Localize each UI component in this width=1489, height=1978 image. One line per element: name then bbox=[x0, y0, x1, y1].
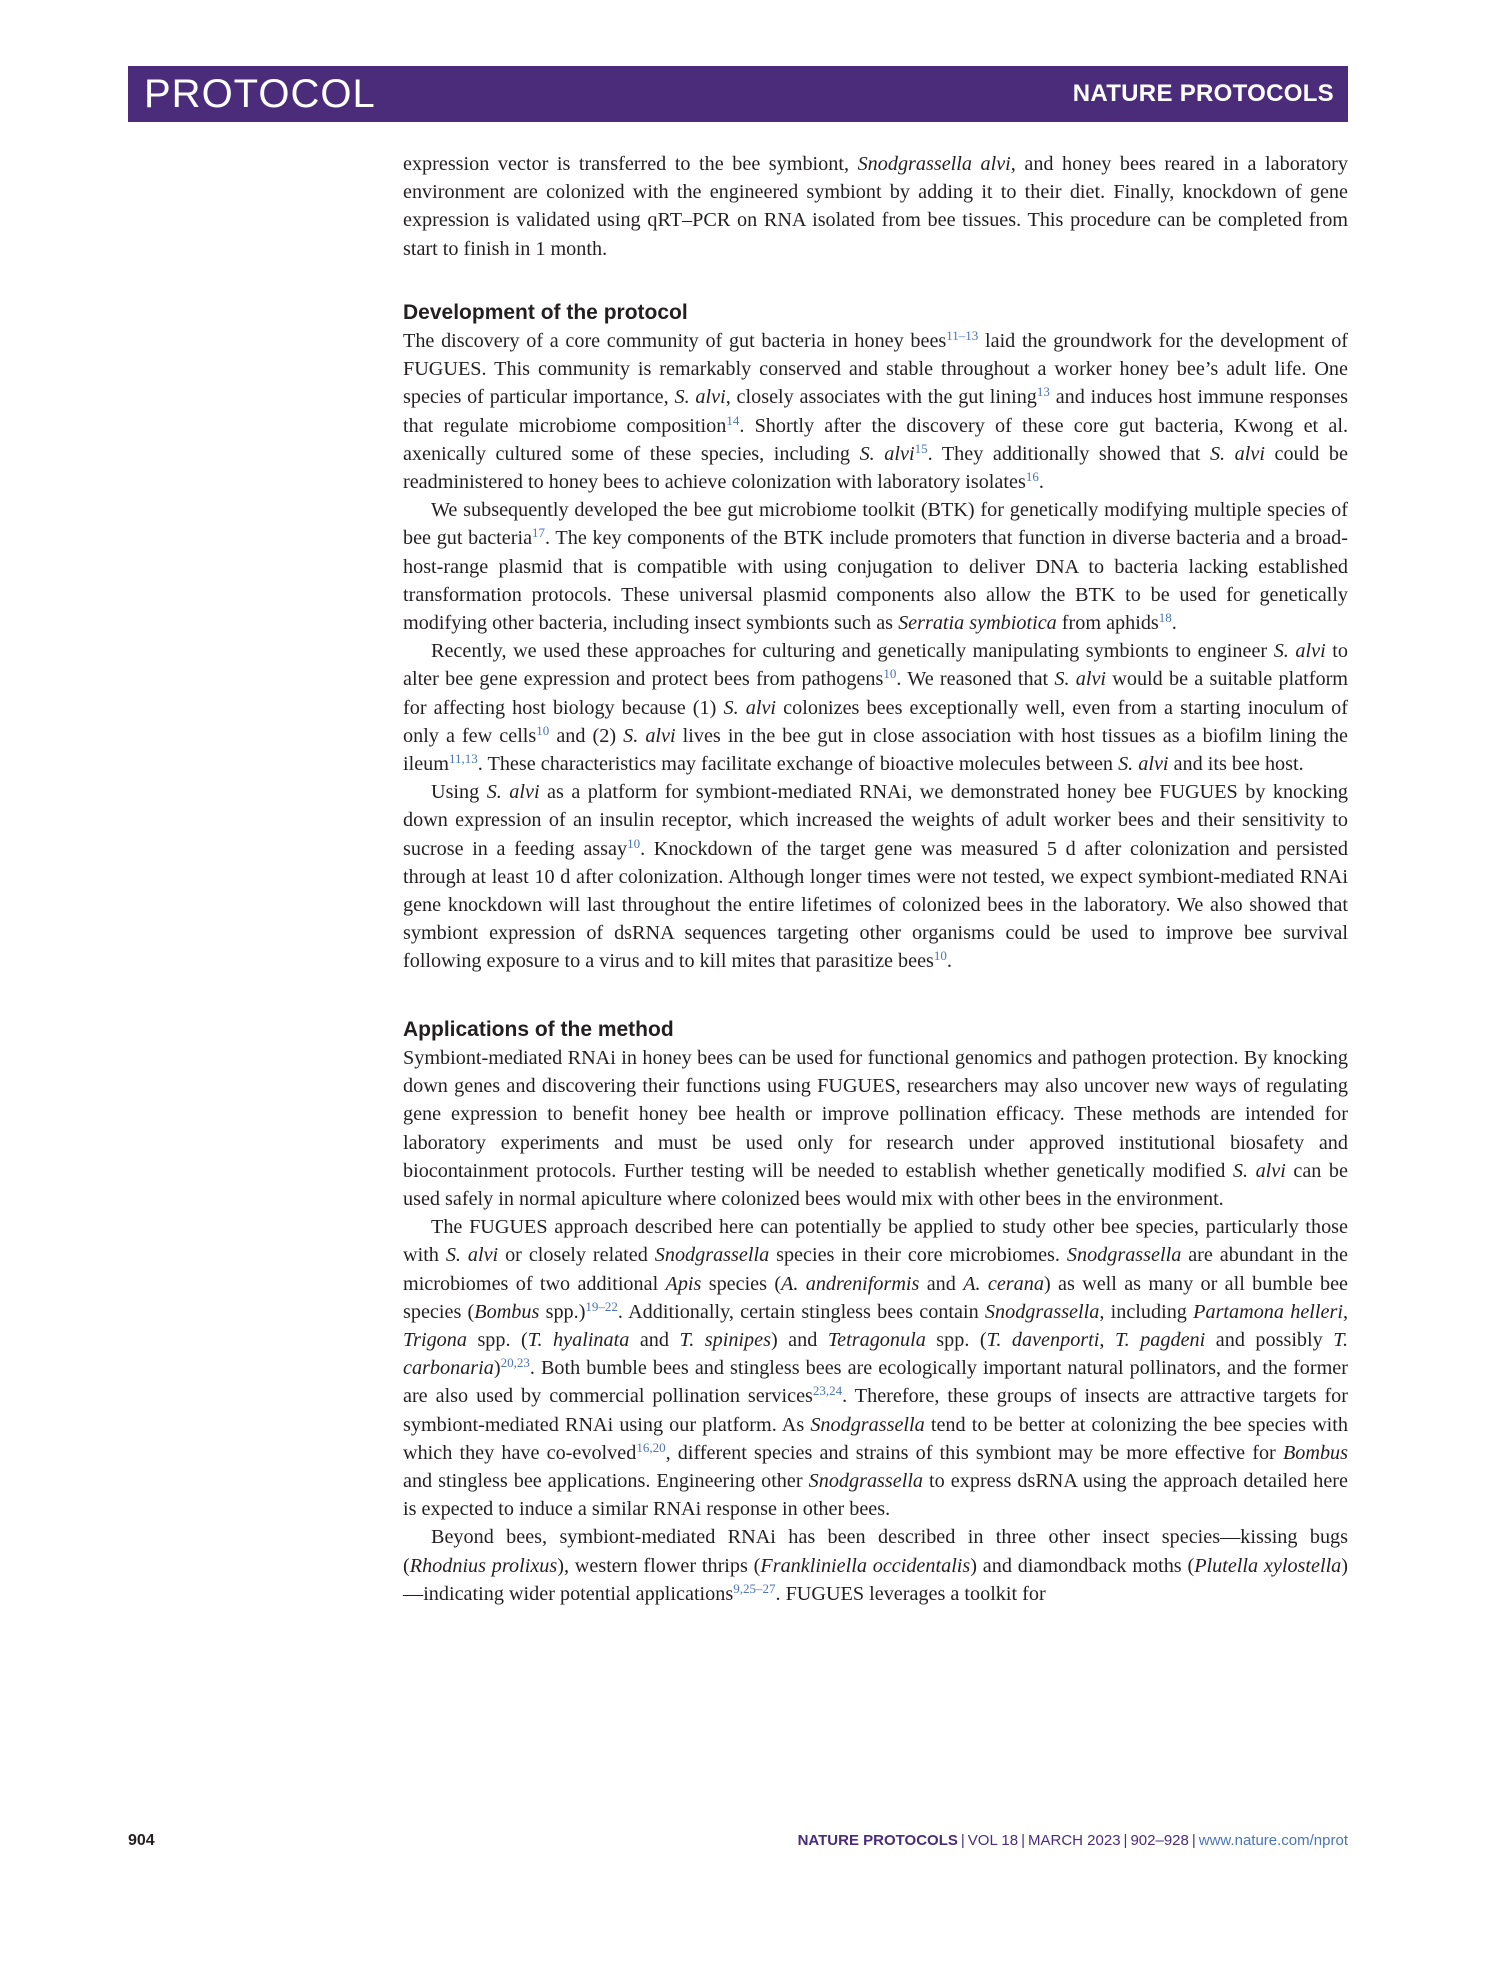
citation-ref[interactable]: 10 bbox=[536, 722, 550, 738]
citation-ref[interactable]: 20,23 bbox=[500, 1355, 530, 1371]
italic-term: Partamona helleri bbox=[1193, 1300, 1343, 1323]
italic-term: S. alvi bbox=[486, 781, 540, 804]
italic-term: S. alvi bbox=[723, 696, 777, 719]
paragraph: Recently, we used these approaches for culturing and genetically manipulating symbionts to engineer S. alvi to alter bee gene expression and protect bees from pathogens$^{10}$. We reasoned that S. alvi would be a suitable platform for affecting host biology because (1) S. alvi colonizes bees exceptionally well, even from a starting inoculum of only a few cells$^{10}$ and (2) S. alvi lives in the bee gut in close association with host tissues as a biofilm lining the ileum$^{11,13}$. These characteristics may facilitate exchange of bioactive molecules between S. alvi and its bee host. bbox=[403, 640, 1349, 776]
citation-ref[interactable]: 16,20 bbox=[636, 1439, 666, 1455]
italic-term: Snodgrassella bbox=[808, 1469, 924, 1492]
italic-term: S. alvi bbox=[1232, 1159, 1286, 1182]
section-heading-development: Development of the protocol bbox=[403, 300, 688, 324]
italic-term: Snodgrassella bbox=[810, 1413, 925, 1436]
italic-term: Snodgrassella bbox=[654, 1244, 770, 1267]
italic-term: S. alvi bbox=[674, 386, 726, 409]
citation-ref[interactable]: 10 bbox=[933, 948, 947, 964]
paragraph: We subsequently developed the bee gut microbiome toolkit (BTK) for genetically modifying multiple species of bee gut bacteria$^{17}$. The key components of the BTK include promoters that function in diverse bacteria and a broad-host-range plasmid that is compatible with using conjugation to deliver DNA to bacteria lacking established transformation protocols. These universal plasmid components also allow the BTK to be used for genetically modifying other bacteria, including insect symbionts such as Serratia symbiotica from aphids$^{18}$. bbox=[403, 499, 1348, 635]
italic-term: S. alvi bbox=[445, 1244, 499, 1267]
citation-ref[interactable]: 11–13 bbox=[946, 328, 979, 344]
italic-term: T. pagdeni bbox=[1114, 1328, 1206, 1351]
citation-ref[interactable]: 17 bbox=[532, 525, 546, 541]
citation-ref[interactable]: 9,25–27 bbox=[733, 1580, 776, 1596]
italic-term: Tetragonula bbox=[827, 1328, 926, 1351]
paragraph: The FUGUES approach described here can potentially be applied to study other bee species, particularly those with S. alvi or closely related Snodgrassella species in their core microbiomes. Snodgrassella are abundant in the microbiomes of two additional Apis species (A. andreniformis and A. cerana) as well as many or all bumble bee species (Bombus spp.)$^{19-22}$. Additionally, certain stingless bees contain Snodgrassella, including Partamona helleri, Trigona spp. (T. hyalinata and T. spinipes) and Tetragonula spp. (T. davenporti, T. pagdeni and possibly T. carbonaria)$^{20,23}$. Both bumble bees and stingless bees are ecologically important natural pollinators, and the former are also used by commercial pollination services$^{23,24}$. Therefore, these groups of insects are attractive targets for symbiont-mediated RNAi using our platform. As Snodgrassella tend to be better at colonizing the bee species with which they have co-evolved$^{16,20}$, different species and strains of this symbiont may be more effective for Bombus and stingless bee applications. Engineering other Snodgrassella to express dsRNA using the approach detailed here is expected to induce a similar RNAi response in other bees. bbox=[403, 1216, 1349, 1521]
citation-ref[interactable]: 10 bbox=[627, 835, 641, 851]
paragraph: Symbiont-mediated RNAi in honey bees can be used for functional genomics and pathogen protection. By knocking down genes and discovering their functions using FUGUES, researchers may also uncover new ways of regulating gene expression to benefit honey bee health or improve pollination efficacy. These methods are intended for laboratory experiments and must be used only for research under approved institutional biosafety and biocontainment protocols. Further testing will be needed to establish whether genetically modified S. alvi can be used safely in normal apiculture where colonized bees would mix with other bees in the environment. bbox=[403, 1046, 1348, 1210]
italic-term: Snodgrassella alvi bbox=[857, 153, 1011, 175]
italic-term: T. hyalinata bbox=[527, 1328, 630, 1351]
journal-label: NATURE PROTOCOLS bbox=[1072, 80, 1334, 107]
citation-ref[interactable]: 10 bbox=[883, 666, 897, 682]
citation-ref[interactable]: 19–22 bbox=[585, 1298, 618, 1314]
paragraph: Using S. alvi as a platform for symbiont-mediated RNAi, we demonstrated honey bee FUGUES by knocking down expression of an insulin receptor, which increased the weights of adult worker bees and their sensitivity to sucrose in a feeding assay$^{10}$. Knockdown of the target gene was measured 5 d after colonization and persisted through at least 10 d after colonization. Although longer times were not tested, we expect symbiont-mediated RNAi gene knockdown will last throughout the entire lifetimes of colonized bees in the laboratory. We also showed that symbiont expression of dsRNA sequences targeting other organisms could be used to improve bee survival following exposure to a virus and to kill mites that parasitize bees$^{10}$. bbox=[403, 781, 1349, 973]
italic-term: S. alvi bbox=[1054, 668, 1107, 691]
section-label: PROTOCOL bbox=[144, 71, 376, 116]
citation-ref[interactable]: 11,13 bbox=[448, 751, 478, 767]
intro-paragraph: expression vector is transferred to the bee symbiont, Snodgrassella alvi, and honey bees reared in a laboratory environment are colonized with the engineered symbiont by adding it to their diet. Finally, knockdown of gene expression is validated using qRT–PCR on RNA isolated from bee tissues. This procedure can be completed from start to finish in 1 month. bbox=[403, 153, 1348, 260]
page-number: 904 bbox=[128, 1832, 155, 1849]
journal-citation: NATURE PROTOCOLS | VOL 18 | MARCH 2023 | 902–928 | www.nature.com/nprot bbox=[797, 1832, 1348, 1849]
italic-term: S. alvi bbox=[859, 442, 915, 465]
italic-term: T. davenporti bbox=[986, 1328, 1100, 1351]
italic-term: Bombus bbox=[474, 1300, 540, 1323]
italic-term: S. alvi bbox=[1273, 640, 1326, 663]
section-heading-applications: Applications of the method bbox=[403, 1017, 674, 1041]
footer-pages: 902–928 bbox=[1130, 1832, 1189, 1849]
paragraph: Beyond bees, symbiont-mediated RNAi has been described in three other insect species—kissing bugs (Rhodnius prolixus), western flower thrips (Frankliniella occidentalis) and diamondback moths (Plutella xylostella)—indicating wider potential applications$^{9,25-27}$. FUGUES leverages a toolkit for bbox=[403, 1526, 1349, 1605]
italic-term: Snodgrassella bbox=[984, 1300, 1100, 1323]
citation-ref[interactable]: 18 bbox=[1158, 610, 1172, 626]
footer-journal-name: NATURE PROTOCOLS bbox=[797, 1832, 958, 1849]
footer-url-link[interactable]: www.nature.com/nprot bbox=[1198, 1832, 1348, 1849]
citation-ref[interactable]: 23,24 bbox=[812, 1383, 843, 1399]
italic-term: S. alvi bbox=[623, 724, 676, 747]
page-footer bbox=[128, 1832, 1348, 1856]
italic-term: Frankliniella occidentalis bbox=[760, 1554, 971, 1577]
italic-term: A. cerana bbox=[963, 1272, 1044, 1295]
paragraph: The discovery of a core community of gut bacteria in honey bees$^{11-13}$ laid the groundwork for the development of FUGUES. This community is remarkably conserved and stable throughout a worker honey bee’s adult life. One species of particular importance, S. alvi, closely associates with the gut lining$^{13}$ and induces host immune responses that regulate microbiome composition$^{14}$. Shortly after the discovery of these core gut bacteria, Kwong et al. axenically cultured some of these species, including S. alvi$^{15}$. They additionally showed that S. alvi could be readministered to honey bees to achieve colonization with laboratory isolates$^{16}$. bbox=[403, 328, 1349, 494]
citation-ref[interactable]: 15 bbox=[914, 440, 928, 456]
italic-term: A. andreniformis bbox=[781, 1272, 920, 1295]
italic-term: Rhodnius prolixus bbox=[409, 1554, 558, 1577]
footer-date: MARCH 2023 bbox=[1028, 1832, 1121, 1849]
header-bar bbox=[128, 66, 1348, 122]
italic-term: Snodgrassella bbox=[1066, 1244, 1182, 1267]
italic-term: Apis bbox=[665, 1272, 702, 1295]
article-body bbox=[403, 150, 1348, 1608]
footer-volume: VOL 18 bbox=[967, 1832, 1019, 1849]
italic-term: Bombus bbox=[1282, 1441, 1348, 1464]
italic-term: Plutella xylostella bbox=[1194, 1554, 1342, 1577]
citation-ref[interactable]: 14 bbox=[726, 412, 740, 428]
citation-ref[interactable]: 16 bbox=[1025, 469, 1039, 485]
italic-term: S. alvi bbox=[1118, 753, 1169, 776]
italic-term: Serratia symbiotica bbox=[898, 612, 1057, 635]
italic-term: T. spinipes bbox=[679, 1328, 771, 1351]
italic-term: Trigona bbox=[403, 1328, 467, 1351]
citation-ref[interactable]: 13 bbox=[1036, 384, 1050, 400]
italic-term: S. alvi bbox=[1209, 442, 1265, 465]
italic-term: T. carbonaria bbox=[403, 1328, 1349, 1380]
